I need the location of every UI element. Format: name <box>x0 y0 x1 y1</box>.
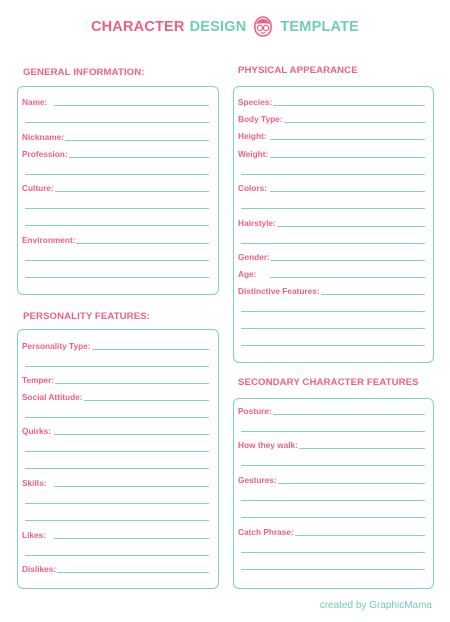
posture-label: Posture: <box>238 406 272 416</box>
title-character: CHARACTER <box>90 19 185 35</box>
name-label: Name: <box>22 97 48 107</box>
hairstyle-label: Hairstyle: <box>238 218 276 228</box>
quirks-label: Quirks: <box>22 426 52 436</box>
footer-prefix: created by <box>319 600 367 611</box>
gender-label: Gender: <box>238 252 270 262</box>
personality-box <box>17 329 219 589</box>
personality-type-label: Personality Type: <box>22 341 91 351</box>
title-template: TEMPLATE <box>280 19 360 35</box>
physical-title: PHYSICAL APPEARANCE <box>238 65 358 76</box>
distinctive-features-label: Distinctive Features: <box>238 286 320 296</box>
secondary-title: SECONDARY CHARACTER FEATURES <box>238 377 419 388</box>
dislikes-label: Dislikes: <box>22 564 57 574</box>
page-title <box>0 16 450 38</box>
general-info-box <box>17 86 219 295</box>
age-label: Age: <box>238 269 257 279</box>
social-attitude-label: Social Attitude: <box>22 392 83 402</box>
height-label: Height: <box>238 131 267 141</box>
title-design: DESIGN <box>189 19 247 35</box>
weight-label: Weight: <box>238 149 269 159</box>
physical-box <box>233 86 434 363</box>
catch-phrase-label: Catch Phrase: <box>238 527 294 537</box>
profession-label: Profession: <box>22 149 68 159</box>
cartoon-face-with-glasses-icon <box>251 16 275 38</box>
footer-brand: GraphicMama <box>369 600 432 611</box>
general-info-title: GENERAL INFORMATION: <box>23 67 145 78</box>
culture-label: Culture: <box>22 183 54 193</box>
temper-label: Temper: <box>22 375 55 385</box>
body-type-label: Body Type: <box>238 114 283 124</box>
secondary-box <box>233 398 434 589</box>
gestures-label: Gestures: <box>238 475 277 485</box>
environment-label: Environment: <box>22 235 76 245</box>
personality-title: PERSONALITY FEATURES: <box>23 311 151 322</box>
how-they-walk-label: How they walk: <box>238 440 298 450</box>
nickname-label: Nickname: <box>22 132 64 142</box>
species-label: Species: <box>238 97 273 107</box>
colors-label: Colors: <box>238 183 268 193</box>
skills-label: Skills: <box>22 478 47 488</box>
footer-credit <box>320 600 432 611</box>
likes-label: Likes: <box>22 530 46 540</box>
